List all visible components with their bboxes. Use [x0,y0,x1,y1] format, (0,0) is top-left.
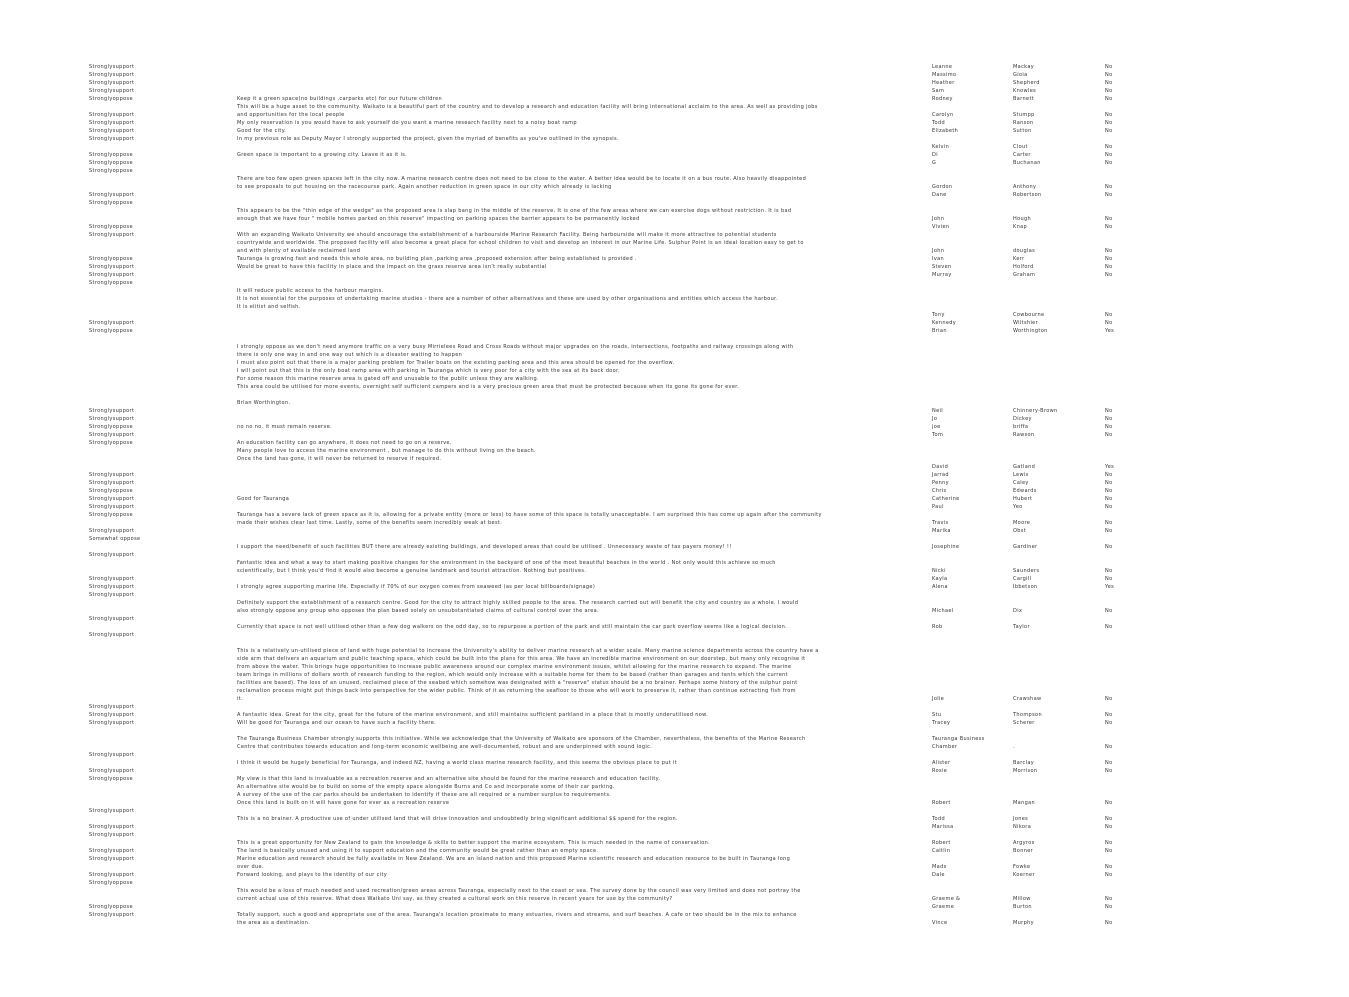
flag-cell: No [1105,824,1113,830]
flag-cell: No [1105,152,1113,158]
first-name-cell: Rosie [932,768,948,774]
first-name-cell: Vivien [932,224,950,230]
position-cell: Stronglyoppose [89,200,133,206]
flag-cell: No [1105,528,1113,534]
last-name-cell: Caley [1013,480,1029,486]
comment-cell: Totally support, such a good and appropriate use of the area. Tauranga's location proximate to many estuaries, rivers and streams, and surf beaches. A cafe or two should be in the mix to enhance [237,912,797,918]
position-cell: Stronglyoppose [89,152,133,158]
position-cell: Stronglysupport [89,112,135,118]
position-cell: Stronglysupport [89,808,135,814]
last-name-cell: Gatland [1013,464,1036,470]
last-name-cell: Koerner [1013,872,1035,878]
position-cell: Stronglysupport [89,832,135,838]
position-cell: Stronglyoppose [89,96,133,102]
flag-cell: No [1105,224,1113,230]
first-name-cell: Alister [932,760,951,766]
last-name-cell: Fowke [1013,864,1031,870]
comment-cell: it. [237,696,243,702]
last-name-cell: Carter [1013,152,1031,158]
comment-cell: This is a relatively un-utilised piece of land with huge potential to increase the University's ability to deliver marine research at a wider scale. Many marine science departments across the country have a [237,648,819,654]
first-name-cell: Jarrad [932,472,949,478]
flag-cell: No [1105,112,1113,118]
position-cell: Stronglysupport [89,232,135,238]
first-name-cell: Nicki [932,568,946,574]
last-name-cell: Robertson [1013,192,1042,198]
first-name-cell: Catherine [932,496,960,502]
position-cell: Stronglyoppose [89,512,133,518]
flag-cell: No [1105,472,1113,478]
first-name-cell: Heather [932,80,955,86]
position-cell: Stronglysupport [89,720,135,726]
flag-cell: No [1105,760,1113,766]
position-cell: Stronglysupport [89,552,135,558]
comment-cell: Keep it a green space(no buildings ,carparks etc) for our future children [237,96,443,102]
flag-cell: No [1105,712,1113,718]
comment-cell: team brings in millions of dollars worth of research funding to the region, which would only increase with a suitable home for them to be based (rather than garages and tents which the current [237,672,788,678]
comment-cell: and with plenty of available reclaimed land [237,248,361,254]
last-name-cell: . [1013,744,1015,750]
flag-cell: No [1105,544,1113,550]
last-name-cell: Argyros [1013,840,1035,846]
first-name-cell: Carolyn [932,112,954,118]
position-cell: Stronglyoppose [89,328,133,334]
position-cell: Stronglysupport [89,64,135,70]
flag-cell: No [1105,744,1113,750]
flag-cell: No [1105,192,1113,198]
first-name-cell: Robert [932,800,951,806]
comment-cell: I strongly agree supporting marine life. Especially if 70% of our oxygen comes from seaweed (as per local billboards/signage) [237,584,596,590]
comment-cell: the area as a destination. [237,920,311,926]
comment-cell: and opportunities for the local people [237,112,345,118]
position-cell: Stronglysupport [89,824,135,830]
first-name-cell: Robert [932,840,951,846]
last-name-cell: Cargill [1013,576,1032,582]
first-name-cell: Rob [932,624,943,630]
last-name-cell: Ranson [1013,120,1034,126]
position-cell: Stronglysupport [89,576,135,582]
position-cell: Stronglysupport [89,632,135,638]
comment-cell: reclamation process might put things back into perspective for the wider public. Think of it as returning the seafloor to those who will work to preserve it, rather than continue extracting fish from [237,688,796,694]
comment-cell: Marine education and research should be fully available in New Zealand. We are an island nation and this proposed Marine scientific research and education resource to be built in Tauranga long [237,856,791,862]
comment-cell: With an expanding Waikato University we should encourage the establishment of a harbourside Marine Research Facility. Being harbourside will make it more attractive to potential students [237,232,777,238]
first-name-cell: Marika [932,528,951,534]
position-cell: Stronglysupport [89,264,135,270]
flag-cell: No [1105,504,1113,510]
flag-cell: No [1105,64,1113,70]
first-name-cell: Tauranga Business [932,736,985,742]
first-name-cell: Penny [932,480,949,486]
flag-cell: No [1105,128,1113,134]
last-name-cell: Murphy [1013,920,1034,926]
flag-cell: No [1105,320,1113,326]
position-cell: Stronglysupport [89,496,135,502]
comment-cell: It will reduce public access to the harbour margins. [237,288,384,294]
flag-cell: No [1105,864,1113,870]
last-name-cell: Moore [1013,520,1031,526]
comment-cell: This will be a huge asset to the community. Waikato is a beautiful part of the country and to develop a research and education facility will bring international acclaim to the area. As well as providing jobs [237,104,818,110]
comment-cell: scientifically, but I think you'd find it would also become a genuine landmark and tourist attraction. Nothing but positives. [237,568,587,574]
first-name-cell: G [932,160,937,166]
first-name-cell: Dale [932,872,945,878]
comment-cell: over due. [237,864,264,870]
first-name-cell: Todd [932,120,946,126]
position-cell: Stronglysupport [89,704,135,710]
last-name-cell: Bonner [1013,848,1034,854]
first-name-cell: Elizabeth [932,128,959,134]
comment-cell: A survey of the use of the car parks should be undertaken to identify if these are all required or a number surplus to requirements. [237,792,612,798]
last-name-cell: Dickey [1013,416,1032,422]
position-cell: Stronglysupport [89,752,135,758]
comment-cell: Brian Worthington. [237,400,291,406]
comment-cell: I think it would be hugely beneficial for Tauranga, and indeed NZ, having a world class marine research facility, and this seems the obvious place to put it [237,760,678,766]
flag-cell: Yes [1105,584,1115,590]
first-name-cell: Kennedy [932,320,957,326]
position-cell: Stronglysupport [89,128,135,134]
comment-cell: This area could be utilised for more events, overnight self sufficient campers and is a very precious green area that must be protected because when its gone its gone for ever. [237,384,740,390]
first-name-cell: Ivan [932,256,945,262]
comment-cell: current actual use of this reserve. What does Waikato Uni say, as they created a cultural work on this reserve in recent years for use by the community? [237,896,673,902]
last-name-cell: douglas [1013,248,1036,254]
comment-cell: Would be great to have this facility in place and the impact on the grass reserve area isn't really substantial [237,264,547,270]
last-name-cell: Worthington [1013,328,1048,334]
last-name-cell: Nikora [1013,824,1032,830]
first-name-cell: Chris [932,488,947,494]
last-name-cell: Rawson [1013,432,1035,438]
comment-cell: I strongly oppose as we don't need anymore traffic on a very busy Mirrielees Road and Cross Roads without major upgrades on the roads, intersections, footpaths and railway crossings along with [237,344,794,350]
comment-cell: from above the water. This brings huge opportunities to increase public awareness around our complex marine environment issues, whilst allowing for the marine research to expand. The marine [237,664,792,670]
first-name-cell: Jo [932,416,938,422]
comment-cell: This is a no brainer. A productive use of under utilised land that will drive innovation and undoubtedly bring significant additional $$ spend for the region. [237,816,678,822]
flag-cell: No [1105,848,1113,854]
comment-cell: The Tauranga Business Chamber strongly supports this initiative. While we acknowledge that the University of Waikato are sponsors of the Chamber, nevertheless, the benefits of the Marine Research [237,736,806,742]
flag-cell: No [1105,480,1113,486]
first-name-cell: Jolie [932,696,945,702]
comment-cell: there is only one way in and one way out which is a disaster waiting to happen [237,352,463,358]
flag-cell: No [1105,920,1113,926]
first-name-cell: Paul [932,504,944,510]
comment-cell: enough that we have four " mobile homes parked on this reserve" impacting on parking spaces the barrier appears to be permanently locked [237,216,640,222]
first-name-cell: Murray [932,272,952,278]
position-cell: Stronglysupport [89,912,135,918]
first-name-cell: Rodney [932,96,953,102]
position-cell: Stronglyoppose [89,424,133,430]
position-cell: Stronglyoppose [89,256,133,262]
flag-cell: Yes [1105,328,1115,334]
position-cell: Stronglysupport [89,192,135,198]
comment-cell: The land is basically unused and using it to support education and the community would be great rather than an empty space. [237,848,599,854]
comment-cell: A fantastic idea. Great for the city, great for the future of the marine environment, and still maintains sufficient parkland in a place that is mostly underutilised now. [237,712,709,718]
flag-cell: No [1105,496,1113,502]
first-name-cell: Brian [932,328,947,334]
flag-cell: No [1105,72,1113,78]
comment-cell: My only reservation is you would have to ask yourself do you want a marine research facility next to a noisy boat ramp [237,120,577,126]
first-name-cell: Tony [932,312,945,318]
flag-cell: No [1105,184,1113,190]
comment-cell: I will point out that this is the only boat ramp area with parking in Tauranga which is very poor for a city with the sea at its back door. [237,368,620,374]
last-name-cell: Mangan [1013,800,1036,806]
first-name-cell: Michael [932,608,954,614]
first-name-cell: Di [932,152,938,158]
flag-cell: No [1105,432,1113,438]
position-cell: Stronglyoppose [89,776,133,782]
first-name-cell: Dane [932,192,947,198]
position-cell: Stronglyoppose [89,280,133,286]
flag-cell: No [1105,576,1113,582]
comment-cell: In my previous role as Deputy Mayor I strongly supported the project, given the myriad of benefits as you've outlined in the synopsis. [237,136,619,142]
comment-cell: I support the need/benefit of such facilities BUT there are already existing buildings, and developed areas that could be utilised . Unnecessary waste of tax payers money! !! [237,544,732,550]
first-name-cell: Todd [932,816,946,822]
flag-cell: No [1105,272,1113,278]
last-name-cell: Graham [1013,272,1036,278]
position-cell: Stronglysupport [89,432,135,438]
first-name-cell: John [932,248,945,254]
last-name-cell: Barclay [1013,760,1035,766]
flag-cell: No [1105,904,1113,910]
first-name-cell: Tracey [932,720,951,726]
comment-cell: side arm that delivers an aquarium and public teaching space, which could be built into the plans for this area. We have an incredible marine environment on our doorstep, but many only recognise it [237,656,806,662]
first-name-cell: Chamber [932,744,958,750]
comment-cell: no no no. it must remain reserve. [237,424,333,430]
comment-cell: This appears to be the "thin edge of the wedge" as the proposed area is slap bang in the middle of the reserve. It is one of the few areas where we can exercise dogs without restriction. It is bad [237,208,792,214]
last-name-cell: Obst [1013,528,1027,534]
last-name-cell: Lewis [1013,472,1029,478]
last-name-cell: Hubert [1013,496,1033,502]
first-name-cell: Stu [932,712,942,718]
comment-cell: Once the land has gone, it will never be returned to reserve if required. [237,456,442,462]
last-name-cell: Gardiner [1013,544,1038,550]
position-cell: Stronglysupport [89,408,135,414]
flag-cell: No [1105,872,1113,878]
flag-cell: No [1105,256,1113,262]
flag-cell: No [1105,216,1113,222]
first-name-cell: Massimo [932,72,957,78]
position-cell: Stronglysupport [89,72,135,78]
last-name-cell: Thompson [1013,712,1042,718]
position-cell: Somewhat oppose [89,536,141,542]
flag-cell: No [1105,160,1113,166]
position-cell: Stronglysupport [89,504,135,510]
flag-cell: No [1105,696,1113,702]
flag-cell: No [1105,120,1113,126]
flag-cell: No [1105,800,1113,806]
position-cell: Stronglyoppose [89,224,133,230]
first-name-cell: David [932,464,949,470]
position-cell: Stronglyoppose [89,168,133,174]
position-cell: Stronglysupport [89,272,135,278]
comment-cell: Tauranga has a severe lack of green space as it is, allowing for a private entity (more or less) to have some of this space is totally unacceptable. I am surprised this has come up again after the community [237,512,822,518]
comment-cell: facilities are based). The loss of an unused, reclaimed piece of the seabed which somehow was designated with a "reserve" status should be a no brainer. Perhaps some history of the sulphur point [237,680,798,686]
flag-cell: No [1105,520,1113,526]
comment-cell: Once this land is built on it will have gone for ever as a recreation reserve [237,800,450,806]
position-cell: Stronglysupport [89,320,135,326]
flag-cell: No [1105,144,1113,150]
last-name-cell: briffa [1013,424,1029,430]
comment-cell: An education facility can go anywhere, it does not need to go on a reserve. [237,440,452,446]
comment-cell: This would be a loss of much needed and used recreation/green areas across Tauranga, especially next to the coast or sea. The survey done by the council was very limited and does not portray the [237,888,801,894]
position-cell: Stronglysupport [89,848,135,854]
comment-cell: My view is that this land is invaluable as a recreation reserve and an alternative site should be found for the marine research and education facility. [237,776,661,782]
position-cell: Stronglysupport [89,872,135,878]
comment-cell: There are too few open green spaces left in the city now. A marine research centre does not need to be close to the water. A better idea would be to locate it on a bus route. Also heavily disappointed [237,176,807,182]
comment-cell: countrywide and worldwide. The proposed facility will also become a great place for school children to visit and develop an interest in our Marine Life. Sulphur Point is an ideal location easy to get to [237,240,804,246]
position-cell: Stronglyoppose [89,160,133,166]
last-name-cell: Taylor [1013,624,1030,630]
first-name-cell: Vince [932,920,948,926]
position-cell: Stronglysupport [89,528,135,534]
last-name-cell: Mackay [1013,64,1035,70]
last-name-cell: Yeo [1013,504,1023,510]
comment-cell: Centre that contributes towards education and long-term economic wellbeing are well-documented, robust and are underpinned with sound logic. [237,744,653,750]
position-cell: Stronglysupport [89,480,135,486]
last-name-cell: Burton [1013,904,1032,910]
flag-cell: No [1105,424,1113,430]
last-name-cell: Buchanan [1013,160,1041,166]
last-name-cell: Wiltshier [1013,320,1039,326]
first-name-cell: Kelvin [932,144,950,150]
first-name-cell: Kayla [932,576,948,582]
flag-cell: No [1105,408,1113,414]
last-name-cell: Millow [1013,896,1031,902]
position-cell: Stronglyoppose [89,440,133,446]
position-cell: Stronglysupport [89,712,135,718]
position-cell: Stronglysupport [89,80,135,86]
position-cell: Stronglyoppose [89,488,133,494]
first-name-cell: Travis [932,520,949,526]
first-name-cell: Graeme & [932,896,961,902]
last-name-cell: Cowbourne [1013,312,1045,318]
flag-cell: No [1105,608,1113,614]
last-name-cell: Hough [1013,216,1032,222]
comment-cell: made their wishes clear last time. Lastly, some of the benefits seem incredibly weak at best. [237,520,503,526]
first-name-cell: Neil [932,408,943,414]
comment-cell: Green space is important to a growing city. Leave it as it is. [237,152,408,158]
comment-cell: Forward looking, and plays to the identity of our city [237,872,388,878]
first-name-cell: Alena [932,584,948,590]
comment-cell: It is not essential for the purposes of undertaking marine studies - there are a number of other alternatives and these are used by other organisations and entities which access the harbour. [237,296,779,302]
comment-cell: Good for the city. [237,128,287,134]
first-name-cell: joe [932,424,941,430]
flag-cell: No [1105,840,1113,846]
first-name-cell: Caitlin [932,848,951,854]
position-cell: Stronglyoppose [89,880,133,886]
last-name-cell: Edwards [1013,488,1037,494]
last-name-cell: Gioia [1013,72,1028,78]
comment-cell: Good for Tauranga [237,496,290,502]
comment-cell: Fantastic idea and what a way to start making positive changes for the environment in the backyard of one of the most beautiful beaches in the world . Not only would this achieve so much [237,560,776,566]
last-name-cell: Stumpp [1013,112,1035,118]
flag-cell: No [1105,80,1113,86]
comment-cell: For some reason this marine reserve area is gated off and unusable to the public unless they are walking. [237,376,539,382]
first-name-cell: Steven [932,264,952,270]
last-name-cell: Ibbetson [1013,584,1038,590]
last-name-cell: Jones [1013,816,1029,822]
comment-cell: I must also point out that there is a major parking problem for Trailer boats on the existing parking area and this area should be opened for the overflow. [237,360,675,366]
flag-cell: No [1105,88,1113,94]
last-name-cell: Holford [1013,264,1034,270]
last-name-cell: Knap [1013,224,1028,230]
position-cell: Stronglysupport [89,416,135,422]
last-name-cell: Scherer [1013,720,1035,726]
first-name-cell: Tom [932,432,944,438]
flag-cell: No [1105,816,1113,822]
position-cell: Stronglysupport [89,136,135,142]
last-name-cell: Crawshaw [1013,696,1042,702]
last-name-cell: Anthony [1013,184,1037,190]
position-cell: Stronglyoppose [89,904,133,910]
comment-cell: Currently that space is not well utilised other than a few dog walkers on the odd day, so to repurpose a portion of the park and still maintain the car park overflow seems like a logical decision. [237,624,788,630]
flag-cell: No [1105,248,1113,254]
last-name-cell: Barnett [1013,96,1035,102]
flag-cell: No [1105,488,1113,494]
first-name-cell: Gordon [932,184,953,190]
comment-cell: This is a great opportunity for New Zealand to gain the knowledge & skills to better support the marine ecosystem. This is much needed in the name of conservation. [237,840,711,846]
first-name-cell: Josephine [932,544,960,550]
comment-cell: It is elitist and selfish. [237,304,301,310]
position-cell: Stronglysupport [89,592,135,598]
comment-cell: Definitely support the establishment of a research centre. Good for the city to attract highly skilled people to the area. The research carried out will benefit the city and country as a whole. I would [237,600,799,606]
last-name-cell: Shepherd [1013,80,1040,86]
first-name-cell: Leanne [932,64,953,70]
last-name-cell: Dix [1013,608,1023,614]
position-cell: Stronglysupport [89,120,135,126]
first-name-cell: Marissa [932,824,954,830]
flag-cell: No [1105,896,1113,902]
last-name-cell: Saunders [1013,568,1040,574]
position-cell: Stronglysupport [89,472,135,478]
first-name-cell: John [932,216,945,222]
position-cell: Stronglysupport [89,584,135,590]
first-name-cell: Graeme [932,904,955,910]
comment-cell: Will be good for Tauranga and our ocean to have such a facility there. [237,720,437,726]
flag-cell: No [1105,96,1113,102]
last-name-cell: Knowles [1013,88,1037,94]
position-cell: Stronglysupport [89,856,135,862]
comment-cell: An alternative site would be to build on some of the empty space alongside Burns and Co and incorporate some of their car parking. [237,784,615,790]
last-name-cell: Kerr [1013,256,1025,262]
comment-cell: Tauranga is growing fast and needs this whole area, no building plan ,parking area ,proposed extension after being established is provided . [237,256,637,262]
flag-cell: No [1105,768,1113,774]
flag-cell: No [1105,568,1113,574]
flag-cell: Yes [1105,464,1115,470]
last-name-cell: Chinnery-Brown [1013,408,1058,414]
flag-cell: No [1105,720,1113,726]
first-name-cell: Mads [932,864,947,870]
last-name-cell: Morrison [1013,768,1038,774]
flag-cell: No [1105,264,1113,270]
last-name-cell: Clout [1013,144,1028,150]
first-name-cell: Sam [932,88,945,94]
position-cell: Stronglysupport [89,616,135,622]
comment-cell: to see proposals to put housing on the racecourse park. Again another reduction in green space in our city which already is lacking [237,184,612,190]
position-cell: Stronglysupport [89,768,135,774]
flag-cell: No [1105,624,1113,630]
position-cell: Stronglysupport [89,88,135,94]
flag-cell: No [1105,312,1113,318]
comment-cell: Many people love to access the marine environment , but manage to do this without living on the beach. [237,448,536,454]
comment-cell: also strongly oppose any group who opposes the plan based solely on unsubstantiated claims of cultural control over the area. [237,608,600,614]
flag-cell: No [1105,416,1113,422]
last-name-cell: Sutton [1013,128,1032,134]
